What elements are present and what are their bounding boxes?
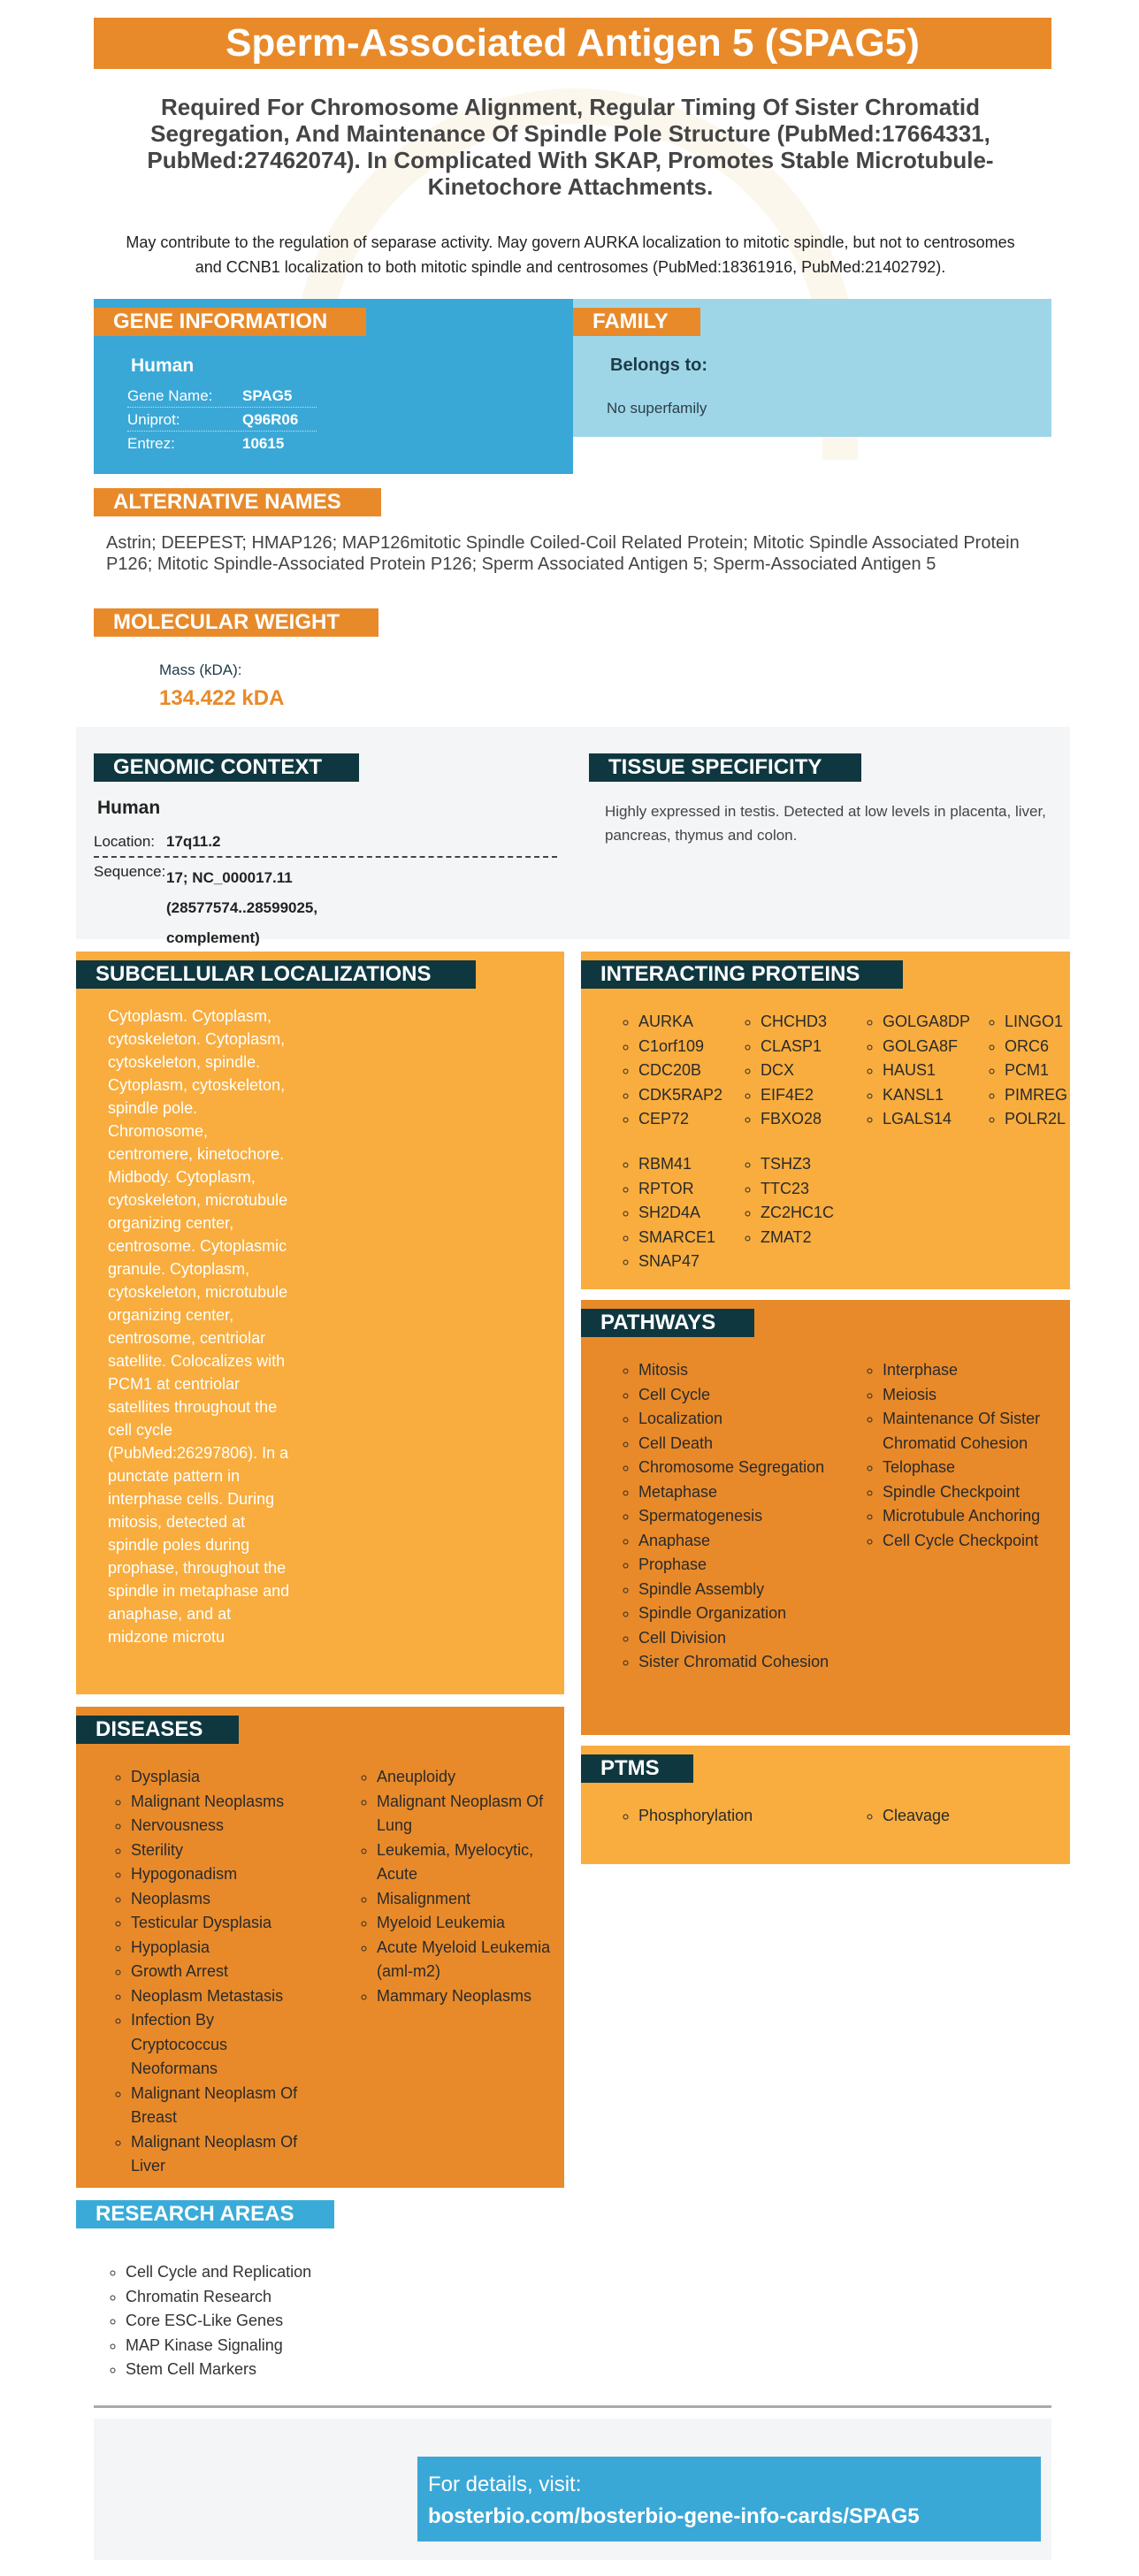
- interacting-proteins-col4: [985, 1010, 1067, 1132]
- list-item: ◦ Malignant Neoplasm Of Breast: [131, 2082, 315, 2130]
- list-item: ◦ Sterility: [131, 1838, 315, 1863]
- list-item: ◦ PCM1: [1005, 1059, 1067, 1083]
- list-item: ◦ Spindle Assembly: [638, 1578, 831, 1602]
- list-item: ◦ Mitosis: [638, 1358, 831, 1383]
- details-link-box[interactable]: [417, 2457, 1041, 2542]
- list-item: ◦ POLR2L: [1005, 1107, 1067, 1132]
- list-item: ◦ Chromosome Segregation: [638, 1456, 831, 1480]
- page-title: Sperm-Associated Antigen 5 (SPAG5): [94, 18, 1051, 69]
- list-item: ◦ C1orf109: [638, 1035, 722, 1059]
- list-item: ◦ HAUS1: [883, 1059, 970, 1083]
- list-item: ◦ Microtubule Anchoring: [883, 1504, 1058, 1529]
- list-item: ◦ Nervousness: [131, 1814, 315, 1838]
- list-item: ◦ Core ESC-Like Genes: [126, 2309, 311, 2334]
- list-item: ◦ Leukemia, Myelocytic, Acute: [377, 1838, 555, 1887]
- gene-name-row: [127, 384, 317, 408]
- list-item: ◦ SMARCE1: [638, 1226, 715, 1250]
- genomic-organism: Human: [97, 798, 161, 818]
- list-item: ◦ Aneuploidy: [377, 1765, 555, 1790]
- list-item: ◦ Acute Myeloid Leukemia (aml-m2): [377, 1936, 555, 1984]
- list-item: ◦ CDC20B: [638, 1059, 722, 1083]
- footer-divider: [94, 2405, 1051, 2408]
- list-item: ◦ Cell Cycle: [638, 1383, 831, 1408]
- family-heading: FAMILY: [573, 308, 700, 336]
- pathways-col1: [619, 1358, 831, 1675]
- interacting-proteins-col3: [863, 1010, 970, 1132]
- list-item: ◦ Maintenance Of Sister Chromatid Cohesion: [883, 1407, 1058, 1456]
- research-areas-heading: RESEARCH AREAS: [76, 2200, 334, 2228]
- list-item: ◦ Cell Cycle and Replication: [126, 2260, 311, 2285]
- list-item: ◦ TSHZ3: [761, 1152, 834, 1177]
- list-item: ◦ Hypogonadism: [131, 1862, 315, 1887]
- list-item: ◦ TTC23: [761, 1177, 834, 1202]
- list-item: ◦ Neoplasm Metastasis: [131, 1984, 315, 2009]
- gene-name-value: SPAG5: [242, 387, 293, 404]
- list-item: ◦ Dysplasia: [131, 1765, 315, 1790]
- ptms-col2: [863, 1804, 950, 1829]
- list-item: ◦ Cell Division: [638, 1626, 831, 1651]
- list-item: ◦ Spindle Checkpoint: [883, 1480, 1058, 1505]
- location-label: Location:: [94, 833, 155, 850]
- genomic-context-heading: GENOMIC CONTEXT: [94, 753, 359, 782]
- list-item: ◦ Neoplasms: [131, 1887, 315, 1912]
- molecular-weight-heading: MOLECULAR WEIGHT: [94, 608, 378, 637]
- list-item: ◦ GOLGA8DP: [883, 1010, 970, 1035]
- list-item: ◦ CEP72: [638, 1107, 722, 1132]
- list-item: ◦ Interphase: [883, 1358, 1058, 1383]
- list-item: ◦ Cleavage: [883, 1804, 950, 1829]
- list-item: ◦ Meiosis: [883, 1383, 1058, 1408]
- ptms-col1: [619, 1804, 753, 1829]
- list-item: ◦ Metaphase: [638, 1480, 831, 1505]
- list-item: ◦ LINGO1: [1005, 1010, 1067, 1035]
- list-item: ◦ Cell Death: [638, 1432, 831, 1456]
- list-item: ◦ Spermatogenesis: [638, 1504, 831, 1529]
- list-item: ◦ Phosphorylation: [638, 1804, 753, 1829]
- list-item: ◦ KANSL1: [883, 1083, 970, 1108]
- list-item: ◦ ZMAT2: [761, 1226, 834, 1250]
- uniprot-label: Uniprot:: [127, 411, 180, 428]
- list-item: ◦ SNAP47: [638, 1250, 715, 1274]
- alternative-names-heading: ALTERNATIVE NAMES: [94, 488, 381, 516]
- subcellular-text: Cytoplasm. Cytoplasm, cytoskeleton. Cytoplasm, cytoskeleton, spindle. Cytoplasm, cytoskeleton, spindle pole. Chromosome, centromere, kinetochore. Midbody. Cytoplasm, cytoskeleton, microtubule organizing center, centrosome. Cytoplasmic granule. Cytoplasm, cytoskeleton, microtubule organizing center, centrosome, centriolar satellite. Colocalizes with PCM1 at centriolar satellites throughout the cell cycle (PubMed:26297806). In a punctate pattern in interphase cells. During mitosis, detected at spindle poles during prophase, throughout the spindle in metaphase and anaphase, and at midzone microtu: [108, 1007, 290, 1646]
- list-item: ◦ LGALS14: [883, 1107, 970, 1132]
- list-item: ◦ CLASP1: [761, 1035, 827, 1059]
- list-item: ◦ CDK5RAP2: [638, 1083, 722, 1108]
- sequence-value: 17; NC_000017.11 (28577574..28599025, complement): [166, 869, 318, 946]
- tissue-specificity-heading: TISSUE SPECIFICITY: [589, 753, 861, 782]
- list-item: ◦ ZC2HC1C: [761, 1201, 834, 1226]
- family-value: No superfamily: [607, 400, 707, 417]
- list-item: ◦ Testicular Dysplasia: [131, 1911, 315, 1936]
- list-item: ◦ Myeloid Leukemia: [377, 1911, 555, 1936]
- alternative-names-text: Astrin; DEEPEST; HMAP126; MAP126mitotic Spindle Coiled-Coil Related Protein; Mitotic Spindle Associated Protein P126; Mitotic Spindle-Associated Protein P126; Sperm Associated Antigen 5; Sperm-Associated Antigen 5: [106, 533, 1020, 574]
- list-item: ◦ CHCHD3: [761, 1010, 827, 1035]
- gene-organism: Human: [131, 355, 195, 376]
- gene-description: May contribute to the regulation of separase activity. May govern AURKA localization to mitotic spindle, but not to centrosomes and CCNB1 localization to both mitotic spindle and centrosomes (PubMed:18361916, PubMed:21402792).: [126, 233, 1015, 276]
- list-item: ◦ Growth Arrest: [131, 1960, 315, 1984]
- entrez-row: [127, 432, 317, 455]
- interacting-proteins-col1: [619, 1010, 722, 1132]
- ptms-heading: PTMS: [581, 1754, 693, 1783]
- list-item: ◦ Stem Cell Markers: [126, 2358, 311, 2382]
- list-item: ◦ PIMREG: [1005, 1083, 1067, 1108]
- list-item: ◦ GOLGA8F: [883, 1035, 970, 1059]
- interacting-proteins-heading: INTERACTING PROTEINS: [581, 960, 903, 989]
- diseases-col2: [357, 1765, 555, 2008]
- list-item: ◦ Spindle Organization: [638, 1601, 831, 1626]
- location-value: 17q11.2: [166, 833, 221, 850]
- list-item: ◦ MAP Kinase Signaling: [126, 2334, 311, 2358]
- list-item: ◦ Localization: [638, 1407, 831, 1432]
- list-item: ◦ Malignant Neoplasm Of Liver: [131, 2130, 315, 2179]
- genomic-divider: [94, 856, 557, 858]
- list-item: ◦ Prophase: [638, 1553, 831, 1578]
- list-item: ◦ RBM41: [638, 1152, 715, 1177]
- diseases-heading: DISEASES: [76, 1716, 239, 1744]
- list-item: ◦ Sister Chromatid Cohesion: [638, 1650, 831, 1675]
- sequence-label: Sequence:: [94, 863, 166, 880]
- list-item: ◦ RPTOR: [638, 1177, 715, 1202]
- list-item: ◦ DCX: [761, 1059, 827, 1083]
- list-item: ◦ Misalignment: [377, 1887, 555, 1912]
- list-item: ◦ Anaphase: [638, 1529, 831, 1554]
- list-item: ◦ EIF4E2: [761, 1083, 827, 1108]
- gene-name-label: Gene Name:: [127, 387, 213, 404]
- list-item: ◦ AURKA: [638, 1010, 722, 1035]
- family-belongs-label: Belongs to:: [610, 355, 707, 375]
- details-label: For details, visit:: [428, 2473, 582, 2496]
- interacting-proteins-col5: [619, 1152, 715, 1274]
- list-item: ◦ Chromatin Research: [126, 2285, 311, 2310]
- uniprot-row: [127, 408, 317, 432]
- list-item: ◦ Telophase: [883, 1456, 1058, 1480]
- entrez-label: Entrez:: [127, 435, 175, 452]
- list-item: ◦ Cell Cycle Checkpoint: [883, 1529, 1058, 1554]
- diseases-col1: [111, 1765, 315, 2179]
- list-item: ◦ SH2D4A: [638, 1201, 715, 1226]
- interacting-proteins-col2: [741, 1010, 827, 1132]
- mass-label: Mass (kDA):: [159, 661, 242, 678]
- gene-info-table: [127, 384, 317, 455]
- gene-function-summary: Required For Chromosome Alignment, Regular Timing Of Sister Chromatid Segregation, And Maintenance Of Spindle Pole Structure (PubMed:17664331, PubMed:27462074). In Complicated With SKAP, Promotes Stable Microtubule-Kinetochore Attachments.: [147, 94, 994, 200]
- list-item: ◦ Mammary Neoplasms: [377, 1984, 555, 2009]
- interacting-proteins-col6: [741, 1152, 834, 1250]
- uniprot-value: Q96R06: [242, 411, 299, 428]
- pathways-col2: [863, 1358, 1058, 1553]
- list-item: ◦ Hypoplasia: [131, 1936, 315, 1961]
- list-item: ◦ Malignant Neoplasm Of Lung: [377, 1790, 555, 1838]
- gene-information-heading: GENE INFORMATION: [94, 308, 366, 336]
- tissue-specificity-text: Highly expressed in testis. Detected at low levels in placenta, liver, pancreas, thymus and colon.: [605, 803, 1046, 844]
- list-item: ◦ Infection By Cryptococcus Neoformans: [131, 2008, 315, 2082]
- entrez-value: 10615: [242, 435, 285, 452]
- list-item: ◦ FBXO28: [761, 1107, 827, 1132]
- details-url-link[interactable]: bosterbio.com/bosterbio-gene-info-cards/SPAG5: [428, 2504, 920, 2528]
- pathways-heading: PATHWAYS: [581, 1309, 754, 1337]
- subcellular-heading: SUBCELLULAR LOCALIZATIONS: [76, 960, 476, 989]
- list-item: ◦ ORC6: [1005, 1035, 1067, 1059]
- research-areas-list: [106, 2260, 311, 2382]
- mass-value: 134.422 kDA: [159, 686, 285, 710]
- list-item: ◦ Malignant Neoplasms: [131, 1790, 315, 1815]
